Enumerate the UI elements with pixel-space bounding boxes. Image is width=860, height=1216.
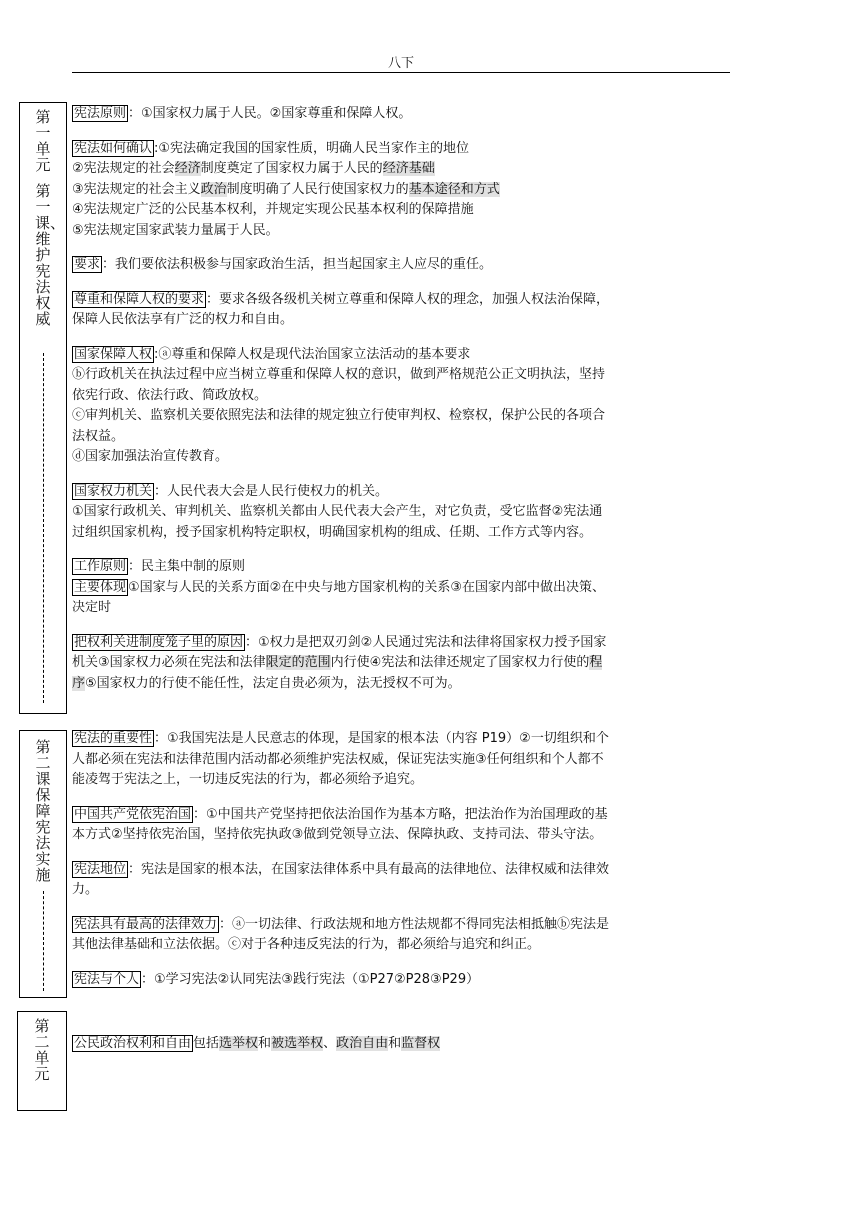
section-constitution-importance: 宪法的重要性 ：①我国宪法是人民意志的体现，是国家的根本法（内容 P19）②一切组织和个 人都必须在宪法和法律范围内活动都必须维护宪法权威，保证宪法实施③任何组织和个人都不 能凌驾于宪法之上，一切违反宪法的行为，都必须给予追究。 [72, 731, 609, 787]
header-rule [72, 72, 730, 73]
section-work-principle: 工作原则 ：民主集中制的原则 主要体现 ①国家与人民的关系方面②在中央与地方国家机构的关系③在国家内部中做出决策、 决定时 [72, 559, 605, 615]
sidebar-lesson1-label: 第一课、维护宪法权威 [35, 182, 66, 328]
section-requirement: 要求 ：我们要依法积极参与国家政治生活，担当起国家主人应尽的重任。 [74, 257, 493, 272]
section-state-protect-rights: 国家保障人权 :ⓐ尊重和保障人权是现代法治国家立法活动的基本要求 ⓑ行政机关在执法过程中应当树立尊重和保障人权的意识，做到严格规范公正文明执法，坚持 依宪行政、依法行政、简政放权。 ⓒ审判机关、监察机关要依照宪法和法律的规定独立行使审判权、检察权，保护公民的各项合 法权益。 ⓓ国家加强法治宣传教育。 [72, 346, 606, 464]
section-label: 宪法具有最高的法律效力 [74, 916, 218, 932]
section-how-confirmed: 宪法如何确认 :①宪法确定我国的国家性质，明确人民当家作主的地位 ②宪法规定的社会经济制度奠定了国家权力属于人民的经济基础 ③宪法规定的社会主义政治制度明确了人民行使国家权力的基本途径和方式 ④宪法规定广泛的公民基本权利，并规定实现公民基本权利的保障措施 ⑤宪法规定国家武装力量属于人民。 [72, 140, 500, 238]
sidebar-unit1-box [19, 102, 67, 714]
section-constitution-principles: 宪法原则 ：①国家权力属于人民。②国家尊重和保障人权。 [74, 106, 412, 121]
section-power-organ: 国家权力机关 ：人民代表大会是人民行使权力的机关。 ①国家行政机关、审判机关、监察机关都由人民代表大会产生，对它负责，受它监督②宪法通 过组织国家机构，授予国家机构特定职权，明确国家机构的组成、任期、工作方式等内容。 [72, 483, 603, 540]
section-sublabel: 主要体现 [74, 579, 127, 595]
section-human-rights-requirement: 尊重和保障人权的要求 ：要求各级各级机关树立尊重和保障人权的理念，加强人权法治保障， 保障人民依法享有广泛的权力和自由。 [72, 291, 610, 327]
section-constitution-status: 宪法地位 ：宪法是国家的根本法，在国家法律体系中具有最高的法律地位、法律权威和法律效 力。 [72, 861, 610, 897]
section-label: 宪法的重要性 [74, 731, 153, 746]
sidebar-unit2-box [17, 1011, 67, 1111]
section-label: 中国共产党依宪治国 [74, 806, 192, 822]
section-label: 要求 [74, 257, 101, 272]
section-label: 宪法如何确认 [74, 140, 153, 156]
section-label: 国家保障人权 [74, 346, 153, 362]
sidebar-unit1-label: 第一单元 [35, 108, 51, 174]
section-constitution-individual: 宪法与个人 ：①学习宪法②认同宪法③践行宪法（①P27②P28③P29） [74, 971, 480, 987]
main-content-lesson2 [72, 729, 732, 1004]
sidebar-dash-1 [43, 353, 44, 703]
section-label: 宪法原则 [74, 106, 127, 121]
sidebar-lesson2-label: 第二课 保障宪法实施 [35, 738, 51, 884]
main-content-unit1 [72, 104, 732, 708]
section-label: 工作原则 [74, 559, 127, 574]
section-label: 国家权力机关 [74, 483, 153, 499]
section-political-rights: 公民政治权利和自由 包括选举权和被选举权、政治自由和监督权 [74, 1036, 441, 1051]
section-power-cage: 把权利关进制度笼子里的原因 ：①权力是把双刃剑②人民通过宪法和法律将国家权力授予国家 机关③国家权力必须在宪法和法律限定的范围内行使④宪法和法律还规定了国家权力行使的程 序⑤国家权力的行使不能任性，法定自贵必须为，法无授权不可为。 [72, 634, 607, 691]
section-label: 公民政治权利和自由 [74, 1036, 192, 1051]
section-supreme-effect: 宪法具有最高的法律效力 ：ⓐ一切法律、行政法规和地方性法规都不得同宪法相抵触ⓑ宪法是 其他法律基础和立法依据。ⓒ对于各种违反宪法的行为，都必须给与追究和纠正。 [72, 916, 610, 952]
page-header: 八下 [387, 56, 414, 71]
sidebar-dash-2 [43, 891, 44, 991]
sidebar-lesson2-box [19, 730, 67, 998]
sidebar-unit2-label: 第二单元 [34, 1017, 50, 1083]
section-label: 把权利关进制度笼子里的原因 [74, 634, 244, 650]
section-label: 宪法与个人 [74, 971, 140, 987]
section-label: 宪法地位 [74, 861, 127, 877]
section-party-rule: 中国共产党依宪治国 ：①中国共产党坚持把依法治国作为基本方略，把法治作为治国理政的基 本方式②坚持依宪治国，坚持依宪执政③做到党领导立法、保障执政、支持司法、带头守法。 [72, 806, 608, 842]
section-label: 尊重和保障人权的要求 [74, 291, 205, 307]
main-content-unit2 [72, 1034, 732, 1055]
